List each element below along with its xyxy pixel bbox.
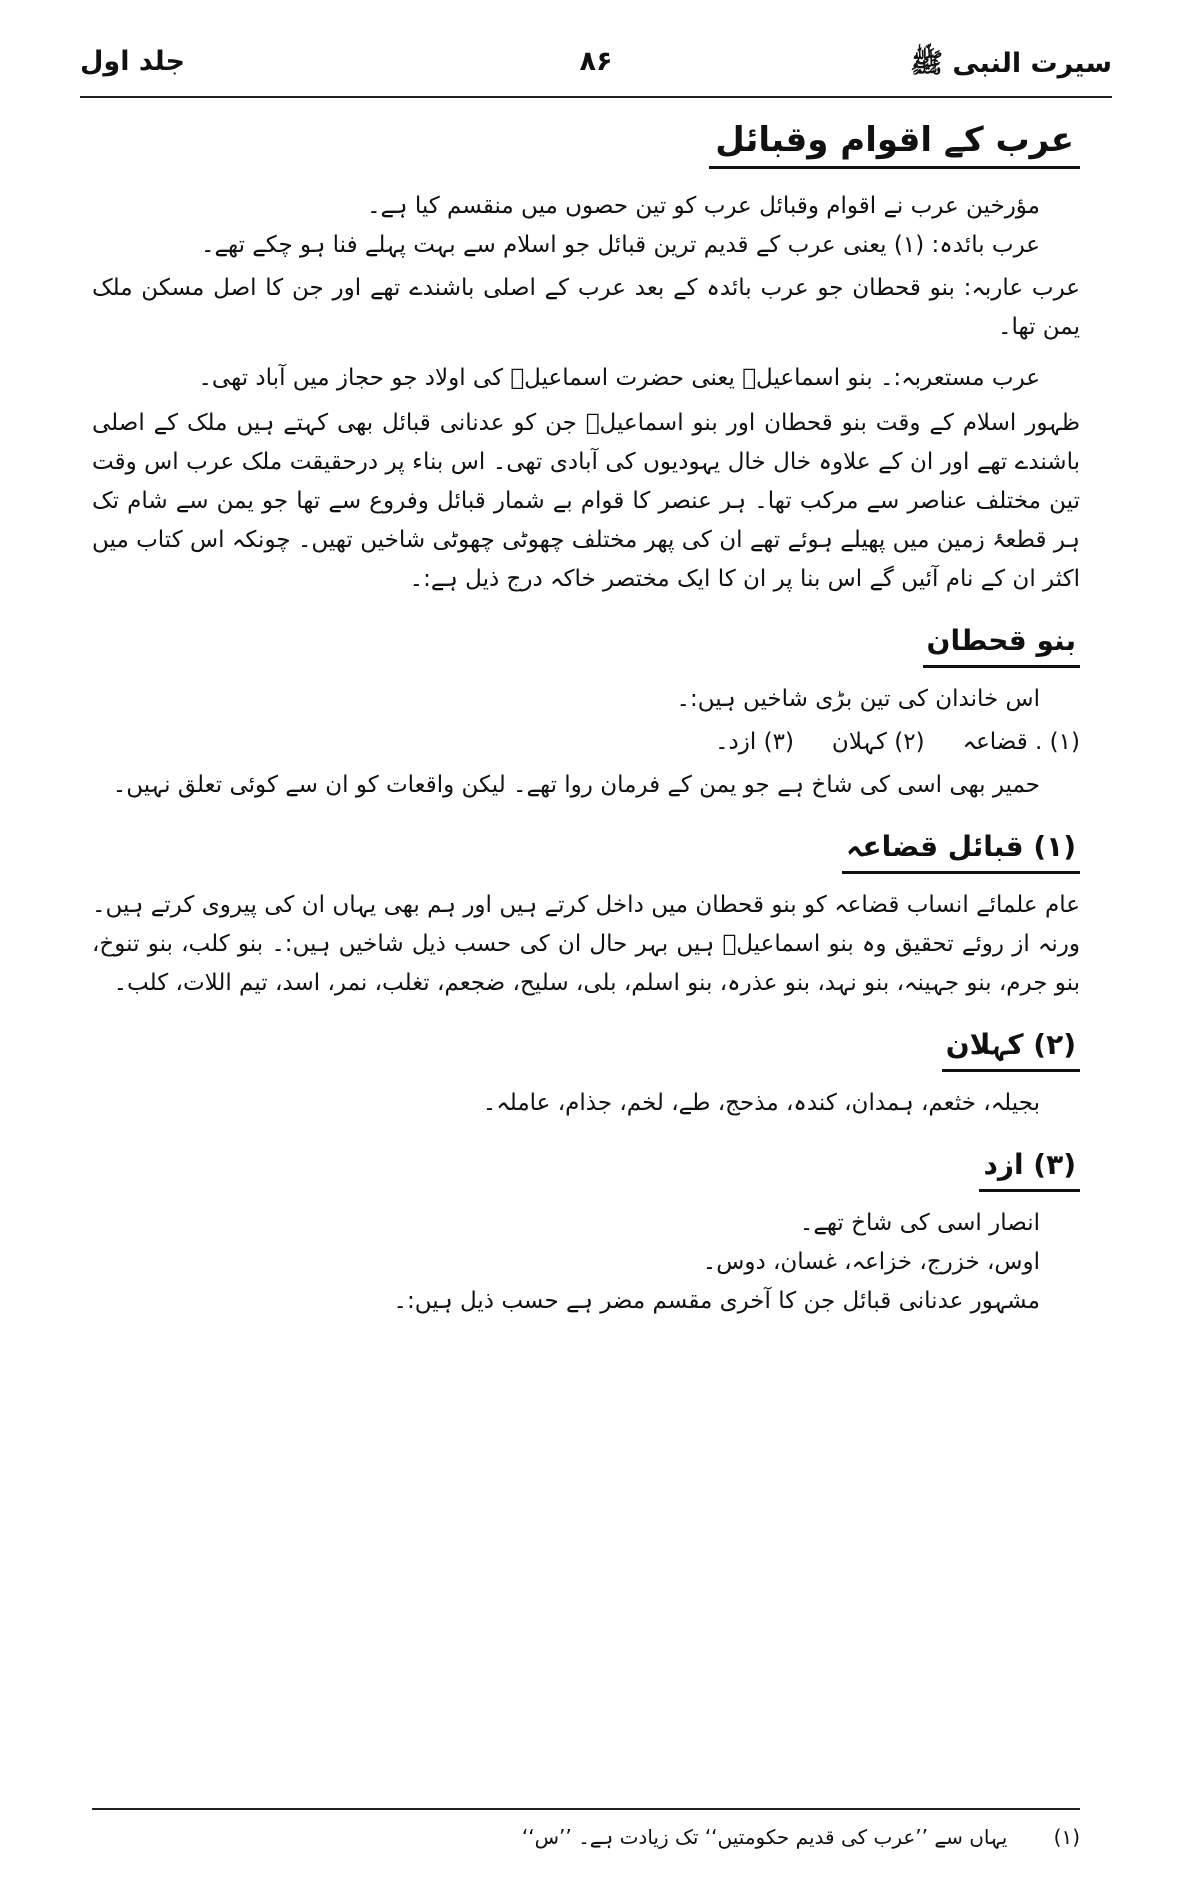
azd-line-1: انصار اسی کی شاخ تھے۔ — [799, 1210, 1040, 1236]
chapter-heading: عرب کے اقوام وقبائل — [709, 118, 1080, 169]
banu-qahtan-intro: اس خاندان کی تین بڑی شاخیں ہیں:۔ — [676, 686, 1040, 712]
intro-paragraph-2: عرب بائدہ: (۱) یعنی عرب کے قدیم ترین قبائل جو اسلام سے بہت پہلے فنا ہو چکے تھے۔ — [201, 232, 1040, 258]
azd-line-2: اوس، خزرج، خزاعہ، غسان، دوس۔ — [702, 1249, 1040, 1275]
branch-item: (۱) . قضاعہ — [962, 729, 1080, 755]
footnote-rule — [92, 1808, 1080, 1810]
page-number: ۸۶ — [579, 46, 613, 77]
intro-paragraph-3: عرب عاربہ: بنو قحطان جو عرب بائدہ کے بعد عرب کے اصلی باشندے تھے اور جن کا اصل مسکن ملک یمن تھا۔ — [92, 275, 1080, 340]
kahlan-text: بجیلہ، خثعم، ہمدان، کندہ، مذحج، طے، لخم، جذام، عاملہ۔ — [482, 1090, 1040, 1116]
section-heading-kahlan: (۲) کہلان — [942, 1025, 1080, 1072]
qudaa-text: عام علمائے انساب قضاعہ کو بنو قحطان میں داخل کرتے ہیں اور ہم بھی یہاں ان کی پیروی کرتے ہیں۔ ورنہ از روئے تحقیق وہ بنو اسماعیلؑ ہیں بہر حال ان کی حسب ذیل شاخیں ہیں:۔ بنو کلب، بنو تنوخ، بنو جرم، بنو جہینہ، بنو نہد، بنو عذرہ، بنو اسلم، بلی، سلیح، ضجعم، تغلب، نمر، اسد، تیم اللات، کلب۔ — [92, 892, 1080, 996]
intro-paragraph-4: عرب مستعربہ:۔ بنو اسماعیلؑ یعنی حضرت اسماعیلؑ کی اولاد جو حجاز میں آباد تھی۔ — [198, 365, 1040, 391]
footnote — [92, 1822, 1080, 1852]
footnote-number: (۱) — [1053, 1825, 1080, 1849]
section-heading-qudaa: (۱) قبائل قضاعہ — [842, 827, 1080, 874]
running-header — [80, 40, 1112, 96]
branch-item: (۳) ازد۔ — [715, 729, 794, 755]
azd-line-3: مشہور عدنانی قبائل جن کا آخری مقسم مضر ہے حسب ذیل ہیں:۔ — [393, 1288, 1040, 1314]
book-title: سیرت النبی ﷺ — [910, 48, 1112, 79]
branch-list — [92, 723, 1080, 762]
volume-label: جلد اول — [80, 46, 185, 77]
branch-item: (۲) کہلان — [831, 729, 925, 755]
page-body — [92, 118, 1080, 1321]
section-heading-banu-qahtan: بنو قحطان — [923, 621, 1080, 668]
intro-paragraph-1: مؤرخین عرب نے اقوام وقبائل عرب کو تین حصوں میں منقسم کیا ہے۔ — [367, 193, 1040, 219]
footnote-text: یہاں سے ’’عرب کی قدیم حکومتیں‘‘ تک زیادت ہے۔ ’’س‘‘ — [521, 1825, 1008, 1849]
header-rule — [80, 96, 1112, 98]
banu-qahtan-note: حمیر بھی اسی کی شاخ ہے جو یمن کے فرمان روا تھے۔ لیکن واقعات کو ان سے کوئی تعلق نہیں۔ — [112, 772, 1040, 798]
intro-paragraph-5: ظہور اسلام کے وقت بنو قحطان اور بنو اسماعیلؑ جن کو عدنانی قبائل بھی کہتے ہیں ملک کے اصلی باشندے تھے اور ان کے علاوہ خال خال یہودیوں کی آبادی تھی۔ اس بناء پر درحقیقت ملک عرب اس وقت تین مختلف عناصر سے مرکب تھا۔ ہر عنصر کا قوام بے شمار قبائل وفروع سے تھا جو یمن سے شام تک ہر قطعۂ زمین میں پھیلے ہوئے تھے ان کی پھر مختلف چھوٹی چھوٹی شاخیں تھیں۔ چونکہ اس کتاب میں اکثر ان کے نام آئیں گے اس بنا پر ان کا ایک مختصر خاکہ درج ذیل ہے:۔ — [92, 410, 1080, 592]
section-heading-azd: (۳) ازد — [979, 1145, 1080, 1192]
